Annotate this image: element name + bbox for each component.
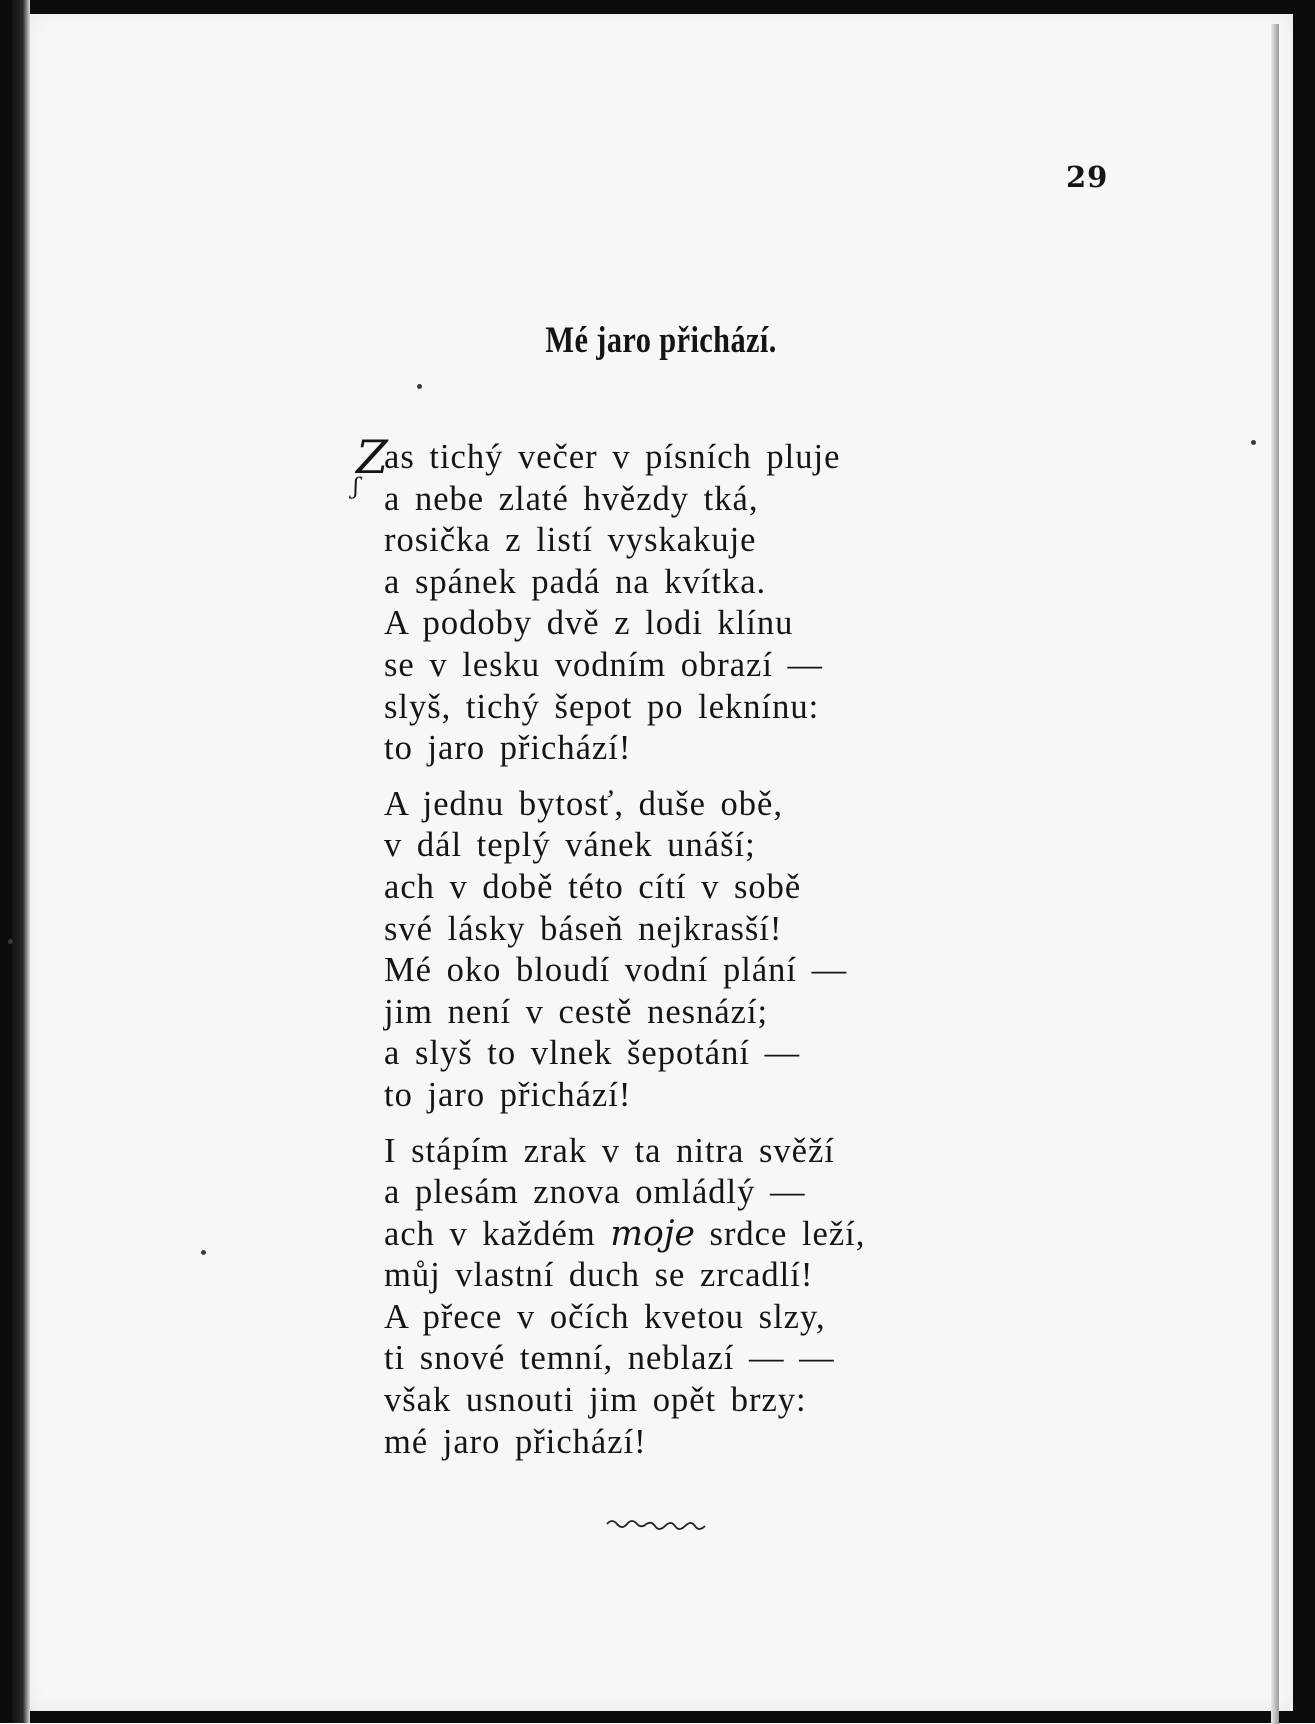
decorative-initial: Z <box>356 430 389 484</box>
verse-line: A jednu bytosť, duše obě, <box>384 784 783 823</box>
verse-line: a spánek padá na kvítka. <box>384 562 767 601</box>
stanza-2 <box>384 784 865 1117</box>
verse-line: rosička z listí vyskakuje <box>384 521 757 560</box>
verse-line: ach v době této cítí v sobě <box>384 867 802 906</box>
poem-title <box>30 319 1293 362</box>
verse-line: Mé oko bloudí vodní plání — <box>384 951 848 990</box>
emphasized-word: moje <box>610 1213 695 1254</box>
print-speck <box>8 939 13 944</box>
verse-line: ti snové temní, neblazí — — <box>384 1339 835 1378</box>
verse-line: jim není v cestě nesnází; <box>384 992 769 1031</box>
verse-line: však usnouti jim opět brzy: <box>384 1381 807 1420</box>
poem-body <box>353 430 866 1477</box>
print-speck <box>417 384 422 389</box>
verse-line: a plesám znova omládlý — <box>384 1173 806 1212</box>
verse-line-start: ach v každém <box>384 1214 611 1253</box>
verse-line <box>384 1214 865 1256</box>
book-page <box>30 14 1293 1711</box>
verse-line: se v lesku vodním obrazí — <box>384 645 824 684</box>
verse-line: I stápím zrak v ta nitra svěží <box>384 1131 835 1170</box>
page-edge <box>1271 24 1279 1724</box>
verse-line: slyš, tichý šepot po leknínu: <box>384 687 820 726</box>
verse-line: to jaro přichází! <box>384 729 632 768</box>
verse-line: můj vlastní duch se zrcadlí! <box>384 1256 814 1295</box>
page-number: 29 <box>1066 160 1109 194</box>
verse-line: a slyš to vlnek šepotání — <box>384 1034 801 1073</box>
verse-line-end: srdce leží, <box>694 1214 866 1253</box>
end-ornament-icon <box>605 1516 709 1530</box>
verse-line: A podoby dvě z lodi klínu <box>384 604 794 643</box>
poem-title-text: Mé jaro přichází. <box>545 320 778 361</box>
verse-line: své lásky báseň nejkrasší! <box>384 909 783 948</box>
print-speck <box>1251 440 1256 445</box>
stanza-3 <box>384 1131 865 1464</box>
print-speck <box>201 1250 206 1255</box>
book-spine-shadow <box>12 0 30 1723</box>
verse-line: v dál teplý vánek unáší; <box>384 826 756 865</box>
verse-line: to jaro přichází! <box>384 1075 632 1114</box>
verse-line: a nebe zlaté hvězdy tká, <box>384 479 759 518</box>
verse-line: as tichý večer v písních pluje <box>384 438 841 476</box>
stanza-1 <box>353 430 865 770</box>
verse-line: A přece v očích kvetou slzy, <box>384 1297 826 1336</box>
decorative-initial-flourish: ʃ <box>353 475 360 500</box>
verse-line: mé jaro přichází! <box>384 1422 647 1461</box>
